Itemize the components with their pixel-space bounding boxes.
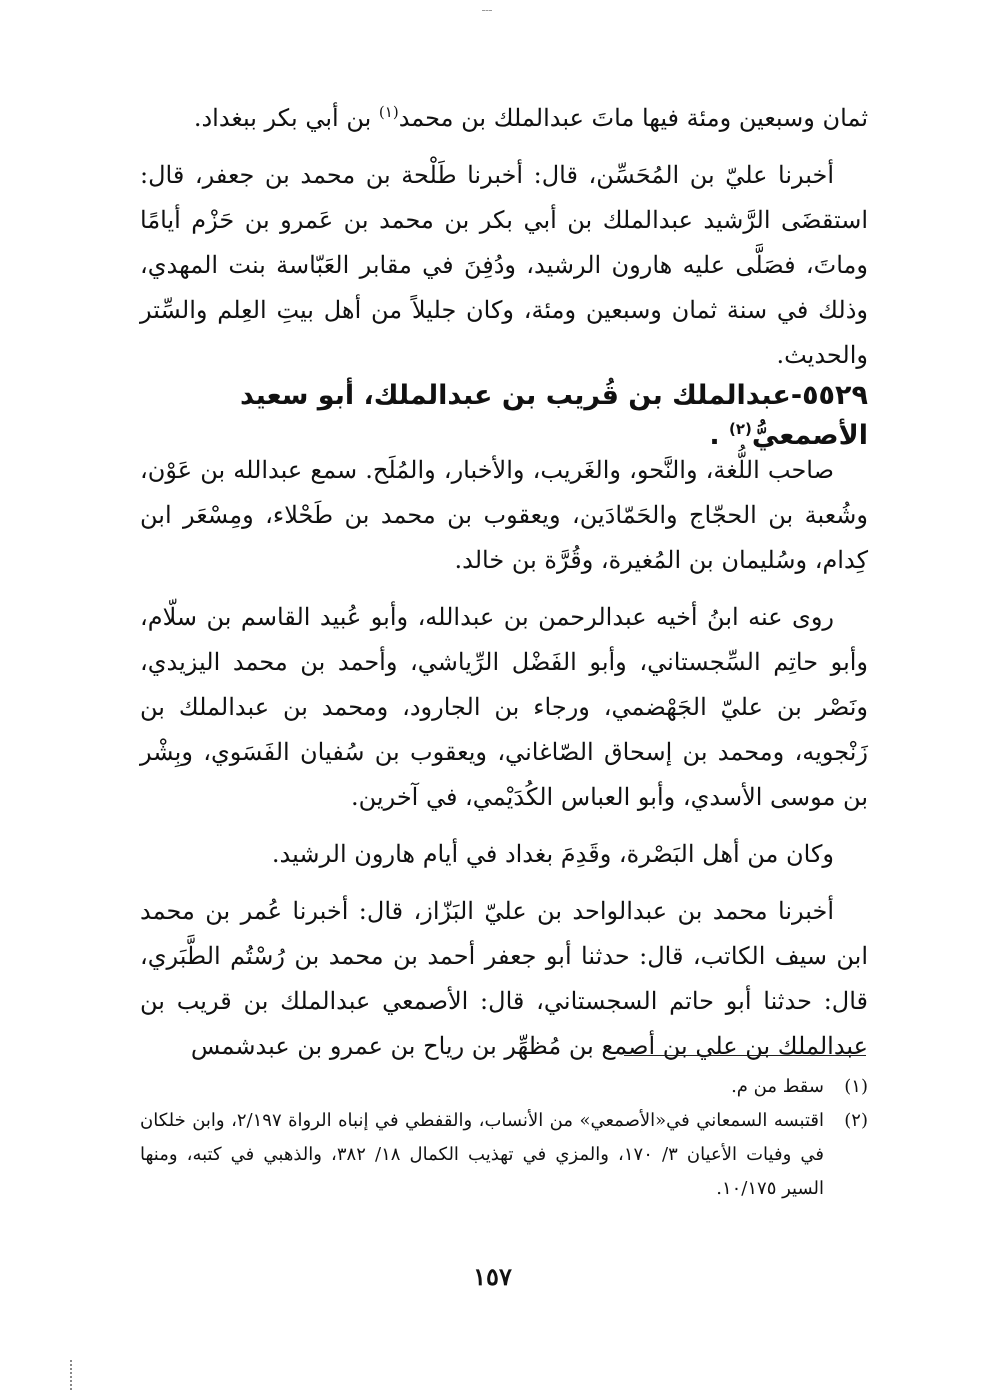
footnote-ref-1: (١) — [378, 103, 399, 121]
footnote-text: سقط من م. — [731, 1076, 824, 1097]
narration-paragraph-1: أخبرنا عليّ بن المُحَسِّن، قال: أخبرنا طَلْحة بن محمد بن جعفر، قال: استقضَى الرَّشيد عبدالملك بن أبي بكر بن محمد بن عَمرو بن حَزْم أيامًا وماتَ، فصَلَّى عليه هارون الرشيد، ودُفِنَ في مقابر العَبّاسة بنت المهدي، وذلك في سنة ثمان وسبعين ومئة، وكان جليلاً من أهل بيتِ العِلم والسِّتر والحديث. — [140, 161, 868, 369]
intro-paragraph — [140, 96, 868, 141]
scan-mark-top — [482, 0, 492, 11]
bio-paragraph: صاحب اللُّغة، والنَّحو، والغَريب، والأخبار، والمُلَح. سمع عبدالله بن عَوْن، وشُعبة بن الحجّاج والحَمّادَين، ويعقوب بن محمد بن طَحْلاء، ومِسْعَر ابن كِدام، وسُليمان بن المُغيرة، وقُرَّة بن خالد. — [140, 456, 868, 574]
intro-text-pre: ثمان وسبعين ومئة فيها ماتَ عبدالملك بن محمد — [398, 104, 868, 132]
basra-paragraph: وكان من أهل البَصْرة، وقَدِمَ بغداد في أيام هارون الرشيد. — [271, 840, 834, 868]
narrators-paragraph: روى عنه ابنُ أخيه عبدالرحمن بن عبدالله، وأبو عُبيد القاسم بن سلّام، وأبو حاتِم السِّجستاني، وأبو الفَضْل الرِّياشي، وأحمد بن محمد اليزيدي، ونَصْر بن عليّ الجَهْضمي، ورجاء بن الجارود، ومحمد بن عبدالملك بن زَنْجويه، ومحمد بن إسحاق الصّاغاني، ويعقوب بن سُفيان الفَسَوي، وبِشْر بن موسى الأسدي، وأبو العباس الكُدَيْمي، في آخرين. — [140, 603, 868, 811]
footnote-number: (٢) — [844, 1110, 868, 1131]
footnote-separator — [624, 1055, 866, 1056]
page-number: ١٥٧ — [473, 1262, 512, 1291]
footnote-text: اقتبسه السمعاني في«الأصمعي» من الأنساب، والقفطي في إنباه الرواة ٢/١٩٧، وابن خلكان في وفيات الأعيان ٣/ ١٧٠، والمزي في تهذيب الكمال ١٨/ ٣٨٢، والذهبي في كتبه، ومنها السير ١٠/١٧٥. — [140, 1110, 824, 1199]
intro-text-post: بن أبي بكر ببغداد. — [193, 104, 379, 132]
entry-heading-text: ٥٥٢٩-عبدالملك بن قُريب بن عبدالملك، أبو سعيد الأصمعيُّ — [239, 380, 868, 451]
main-text-top — [140, 96, 868, 378]
footnotes — [140, 1070, 868, 1206]
main-text-bottom — [140, 448, 868, 1069]
entry-heading-suffix: . — [709, 420, 730, 451]
footnote-1 — [140, 1070, 868, 1104]
entry-heading — [150, 376, 868, 456]
footnote-ref-2: (٢) — [729, 420, 752, 438]
narration-paragraph-2: أخبرنا محمد بن عبدالواحد بن عليّ البَزّاز، قال: أخبرنا عُمر بن محمد ابن سيف الكاتب، قال: حدثنا أبو جعفر أحمد بن محمد بن رُسْتُم الطَّبَري، قال: حدثنا أبو حاتم السجستاني، قال: الأصمعي عبدالملك بن قريب بن عبدالملك بن علي بن أصمع بن مُظهِّر بن رياح بن عمرو بن عبدشمس — [140, 897, 868, 1060]
footnote-2 — [140, 1104, 868, 1206]
scan-mark-bottom — [70, 1360, 78, 1390]
footnote-number: (١) — [844, 1076, 868, 1097]
